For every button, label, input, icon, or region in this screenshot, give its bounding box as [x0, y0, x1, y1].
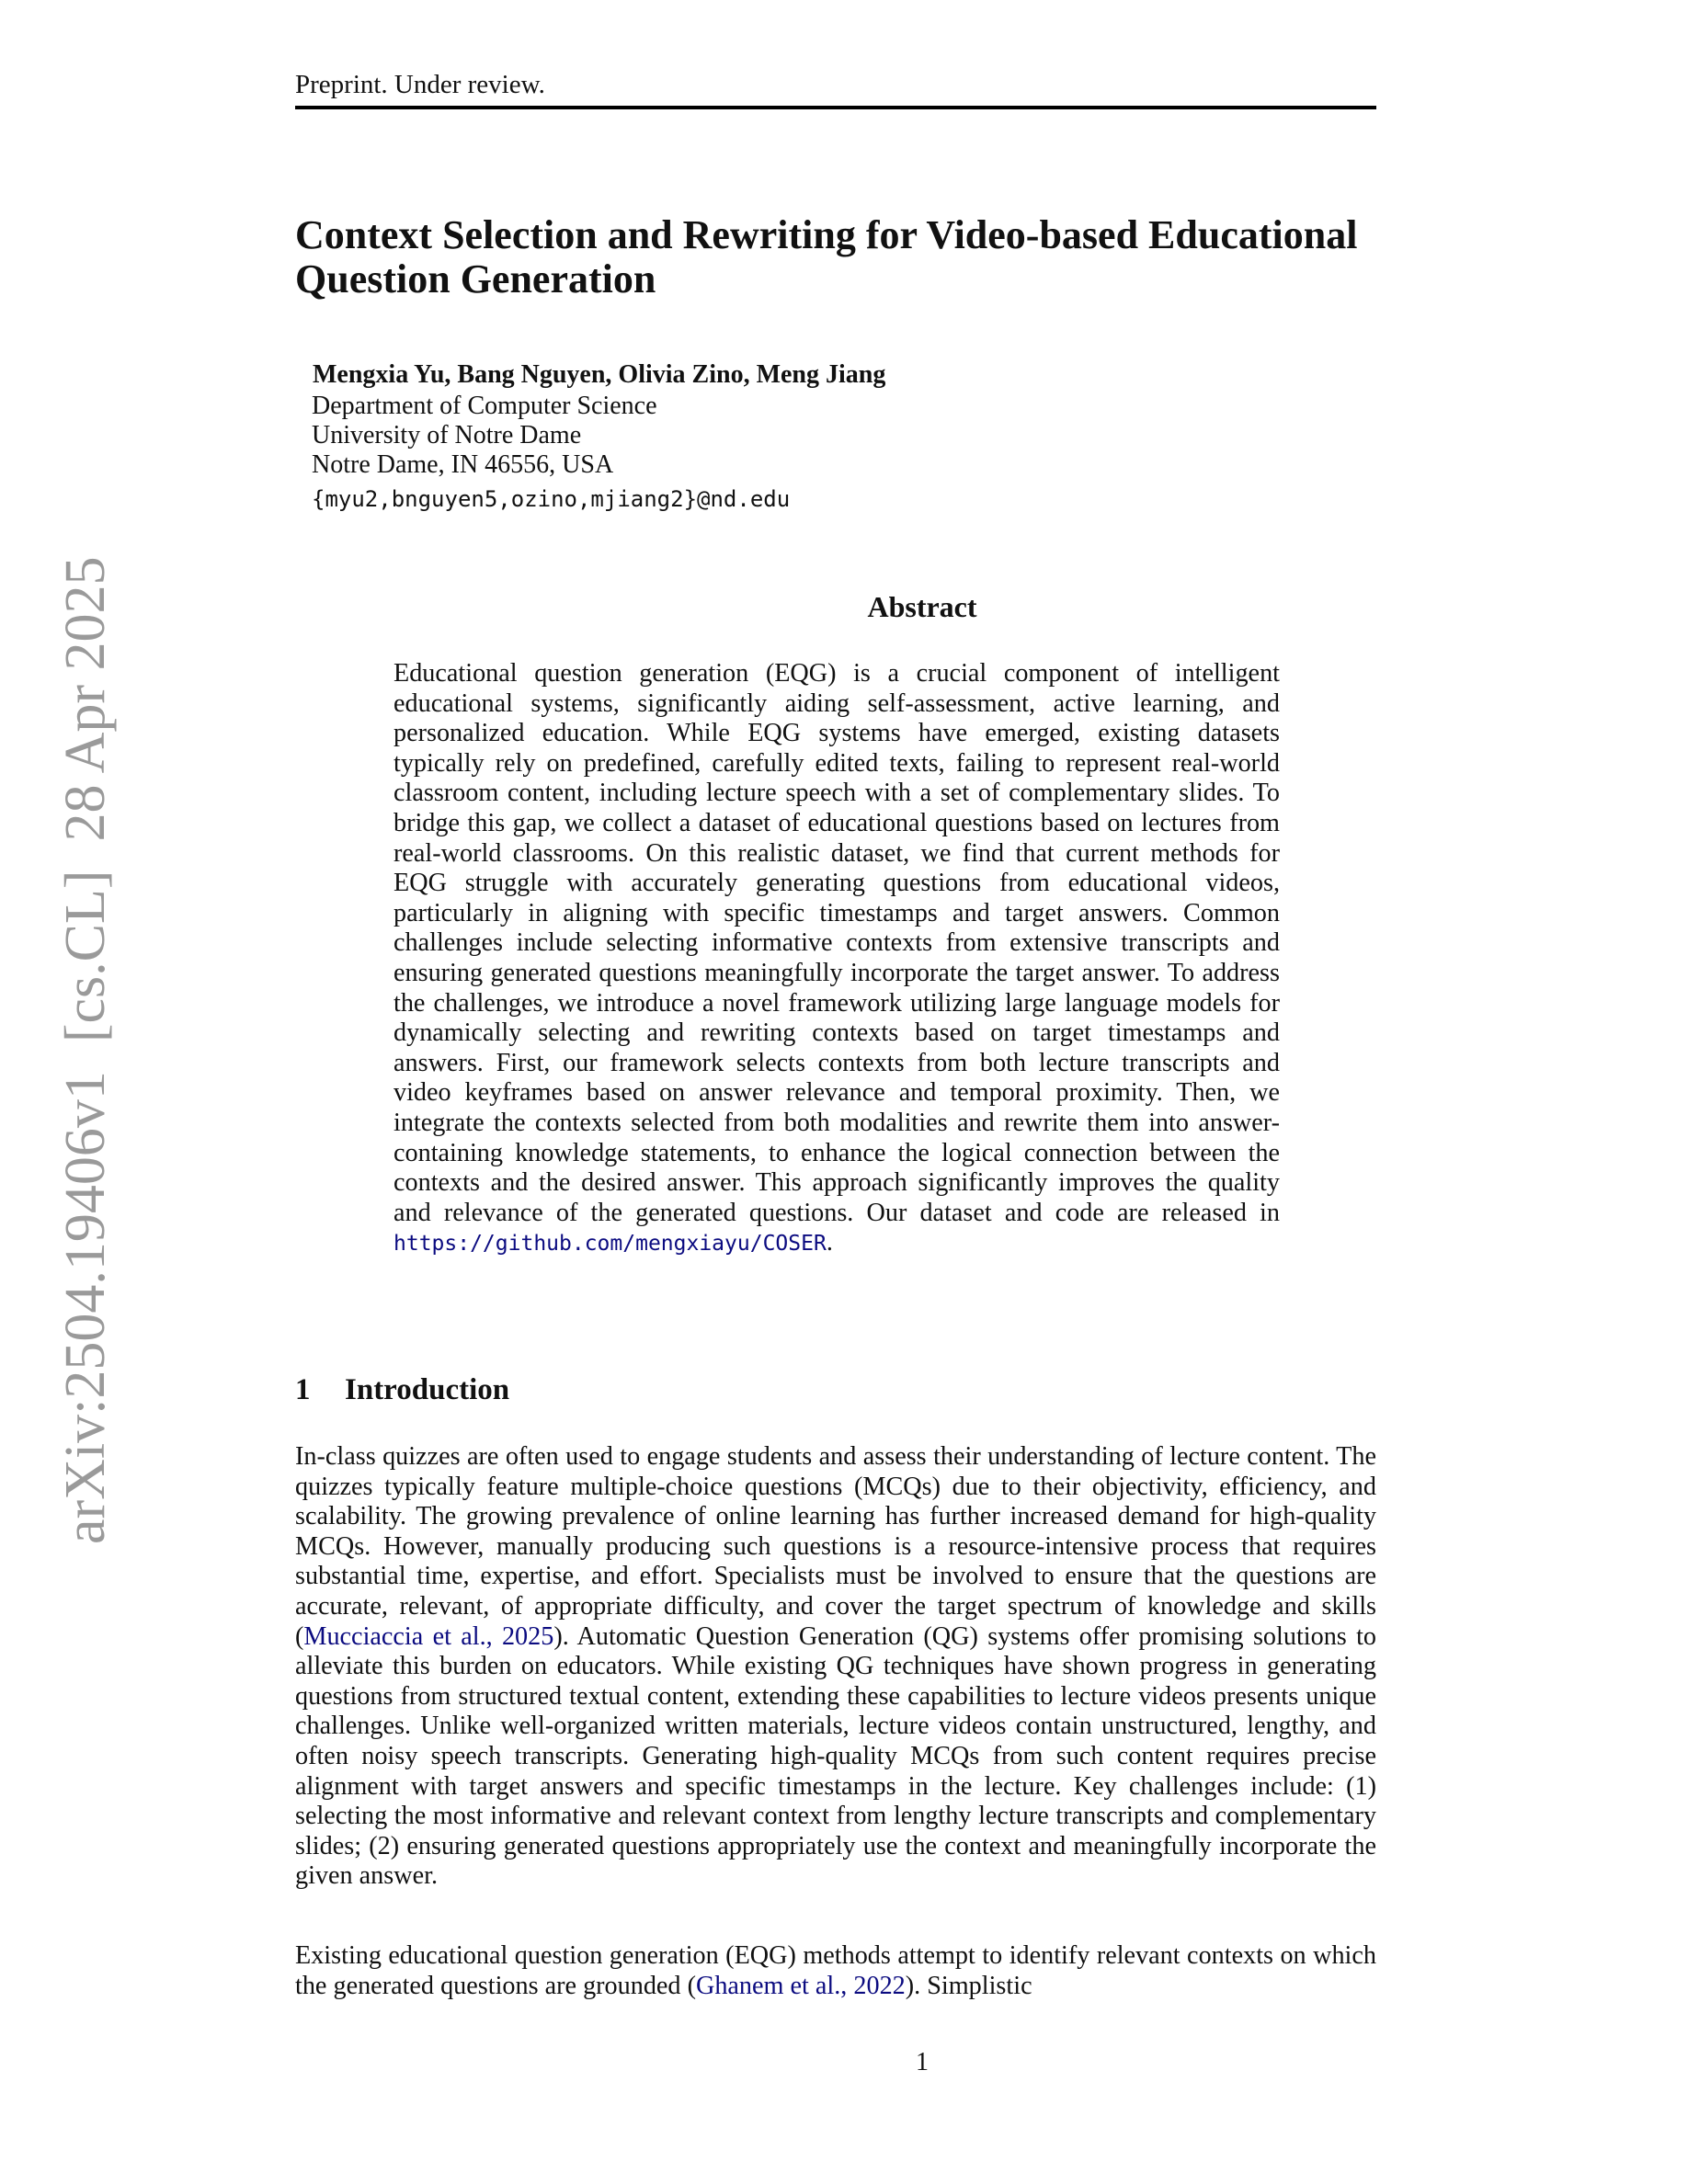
affiliation-department: Department of Computer Science: [312, 392, 657, 420]
running-head: Preprint. Under review.: [295, 70, 545, 99]
arxiv-sidebar-stamp: [53, 556, 119, 1544]
page-number: 1: [916, 2048, 929, 2076]
section-title: Introduction: [345, 1373, 510, 1406]
title-line-2: Question Generation: [295, 256, 656, 301]
intro-p2-text-b: ). Simplistic: [905, 1971, 1032, 2000]
title-line-1: Context Selection and Rewriting for Video-based Educational: [295, 212, 1358, 257]
arxiv-date: 28 Apr 2025: [54, 556, 117, 842]
abstract-period: .: [826, 1228, 833, 1257]
affiliation-address: Notre Dame, IN 46556, USA: [312, 450, 614, 479]
section-heading-introduction: [295, 1373, 509, 1407]
author-emails: {myu2,bnguyen5,ozino,mjiang2}@nd.edu: [312, 486, 791, 512]
header-rule: [295, 106, 1376, 109]
intro-p1-text-b: ). Automatic Question Generation (QG) systems offer promising solutions to alleviate this burden on educators. While existing QG techniques have shown progress in generating questions from structured textual content, extending these capabilities to lecture videos presents unique challenges. Unlike well-organized written materials, lecture videos contain unstructured, lengthy, and often noisy speech transcripts. Generating high-quality MCQs from such content requires precise alignment with target answers and specific timestamps in the lecture. Key challenges include: (1) selecting the most informative and relevant context from lengthy lecture transcripts and complementary slides; (2) ensuring generated questions appropriately use the context and meaningfully incorporate the given answer.: [295, 1621, 1376, 1891]
arxiv-id: arXiv:2504.19406v1: [54, 1071, 117, 1544]
code-repo-link[interactable]: https://github.com/mengxiayu/COSER: [393, 1232, 827, 1257]
intro-p2-text-a: Existing educational question generation (EQG) methods attempt to identify relevant contexts on which the generated questions are grounded (: [295, 1941, 1376, 2000]
abstract-body: [393, 659, 1280, 1259]
citation-ghanem-2022[interactable]: Ghanem et al., 2022: [695, 1971, 906, 2000]
author-list: Mengxia Yu, Bang Nguyen, Olivia Zino, Meng Jiang: [313, 360, 886, 389]
intro-paragraph-1: [295, 1442, 1376, 1892]
arxiv-category: [cs.CL]: [54, 870, 117, 1043]
abstract-heading: Abstract: [867, 590, 977, 623]
intro-p1-text-a: In-class quizzes are often used to engage students and assess their understanding of lecture content. The quizzes typically feature multiple-choice questions (MCQs) due to their objectivity, efficiency, and scalability. The growing prevalence of online learning has further increased demand for high-quality MCQs. However, manually producing such questions is a resource-intensive process that requires substantial time, expertise, and effort. Specialists must be involved to ensure that the questions are accurate, relevant, of appropriate difficulty, and cover the target spectrum of knowledge and skills (: [295, 1442, 1376, 1651]
affiliation-university: University of Notre Dame: [312, 421, 582, 449]
section-number: 1: [295, 1373, 311, 1406]
abstract-text: Educational question generation (EQG) is a crucial component of intelligent educational systems, significantly aiding self-assessment, active learning, and personalized education. While EQG systems have emerged, existing datasets typically rely on predefined, carefully edited texts, failing to represent real-world classroom content, including lecture speech with a set of complementary slides. To bridge this gap, we collect a dataset of educational questions based on lectures from real-world classrooms. On this realistic dataset, we find that current methods for EQG struggle with accurately generating questions from educational videos, particularly in aligning with specific timestamps and target answers. Common challenges include selecting informative contexts from extensive transcripts and ensuring generated questions meaningfully incorporate the target answer. To address the challenges, we introduce a novel framework utilizing large language models for dynamically selecting and rewriting contexts based on target timestamps and answers. First, our framework selects contexts from both lecture transcripts and video keyframes based on answer relevance and temporal proximity. Then, we integrate the contexts selected from both modalities and rewrite them into answer-containing knowledge statements, to enhance the logical connection between the contexts and the desired answer. This approach significantly improves the quality and relevance of the generated questions. Our dataset and code are released in: [393, 659, 1280, 1227]
intro-paragraph-2: [295, 1941, 1376, 2001]
paper-title: [295, 213, 1380, 301]
citation-mucciaccia-2025[interactable]: Mucciaccia et al., 2025: [303, 1621, 554, 1651]
